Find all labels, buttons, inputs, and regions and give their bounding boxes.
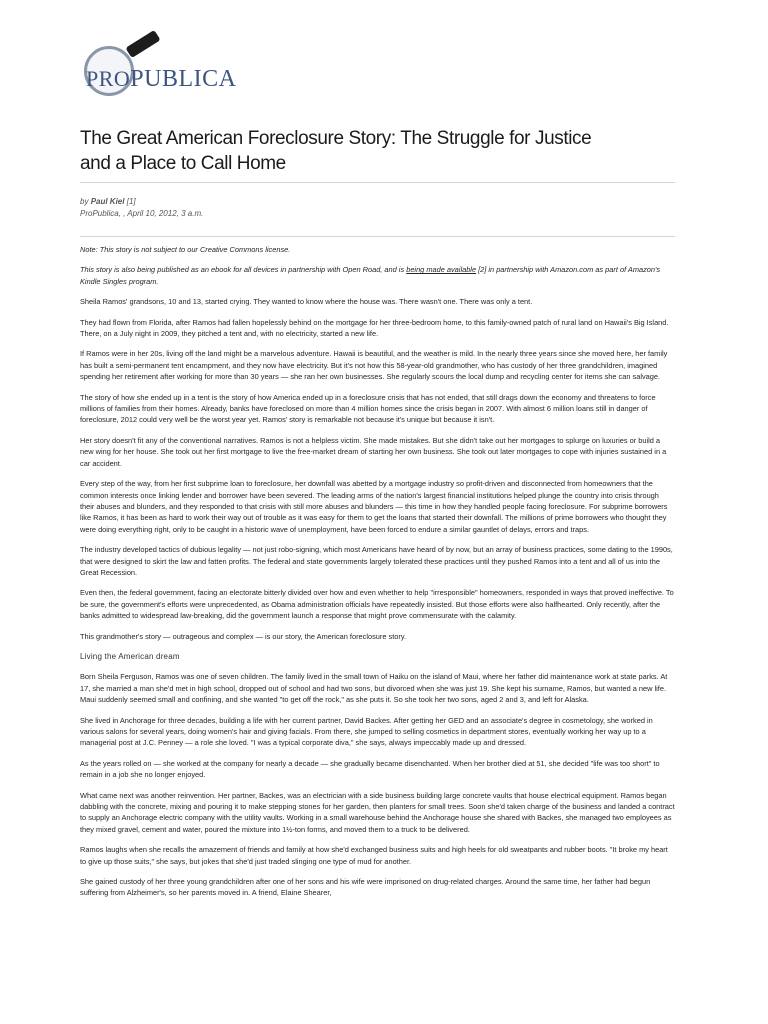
paragraph-group-2 bbox=[80, 671, 675, 899]
article-body bbox=[80, 244, 675, 908]
article-paragraph: She gained custody of her three young grandchildren after one of her sons and his wife were imprisoned on drug-related charges. Around the same time, her father had begun suffering from Alzheimer's, so her parents moved in. A friend, Elaine Shearer, bbox=[80, 877, 651, 898]
propublica-logo[interactable] bbox=[80, 36, 240, 106]
byline: by Paul Kiel [1] ProPublica, , April 10, 2012, 3 a.m. bbox=[80, 197, 204, 218]
article-paragraph: This grandmother's story — outrageous and complex — is our story, the American foreclosure story. bbox=[80, 631, 407, 641]
license-note: Note: This story is not subject to our Creative Commons license. bbox=[80, 245, 291, 254]
article-paragraph: What came next was another reinvention. Her partner, Backes, was an electrician with a side business building large concrete vaults that house electrical equipment. Ramos began dabbling with the concrete, mixing and pouring it to make stepping stones for her garden, then planters for small trees. Soon she'd taken charge of the business and landed a contract to supply an Anchorage electric company with the utility vaults. Working in a small warehouse behind the Anchorage house she shared with Backes, she managed two employees as they mixed gravel, cement and water, poured the mixture into 1½-ton forms, and moved them to a truck to be delivered. bbox=[80, 790, 675, 834]
article-paragraph: She lived in Anchorage for three decades, building a life with her current partner, David Backes. After getting her GED and an associate's degree in cosmetology, she worked in various salons for several years, doing women's hair and giving facials. From there, she jumped to selling cosmetics in department stores, eventually working her way up to a managerial post at J.C. Penney — a role she loved. "I was a typical corporate diva," she says, always impeccably made up and dressed. bbox=[80, 715, 653, 748]
article-paragraph: Her story doesn't fit any of the conventional narratives. Ramos is not a helpless victim. She made mistakes. But she didn't take out her mortgages to splurge on luxuries or build a new wing for her house. She took out her first mortgage to live the free-market dream of starting her own business. She took out later mortgages to cope with injuries sustained in a car accident. bbox=[80, 435, 667, 468]
source-date: ProPublica, , April 10, 2012, 3 a.m. bbox=[80, 209, 204, 218]
article-paragraph: The story of how she ended up in a tent is the story of how America ended up in a foreclosure crisis that has not ended, that still drags down the economy and threatens to force millions of families from their homes. Already, banks have foreclosed on more than 4 million homes since the crisis began in 2007. With almost 6 million loans still in danger of foreclosure, 2012 could very well be the worst year yet. Ramos' story is remarkable not because it's unique but because it isn't. bbox=[80, 392, 656, 425]
article-paragraph: Born Sheila Ferguson, Ramos was one of seven children. The family lived in the small town of Haiku on the island of Maui, where her father did maintenance work at state parks. At 17, she married a man she'd met in high school, dropped out of school and had two sons, but divorced when she was just 19. She kept his surname, Ramos, but wanted a new life. Maui suddenly seemed small and confining, and she wanted "to get off the rock," as she puts it. So she took her two sons, aged 2 and 3, and left for Alaska. bbox=[80, 672, 668, 705]
magnifier-handle-icon bbox=[125, 30, 160, 58]
ebook-link[interactable]: being made available bbox=[406, 265, 477, 275]
article-paragraph: Sheila Ramos' grandsons, 10 and 13, started crying. They wanted to know where the house was. There wasn't one. There was only a tent. bbox=[80, 297, 533, 307]
ebook-note: This story is also being published as an ebook for all devices in partnership with Open Road, and is being made available [2] in partnership with Amazon.com as part of Amazon's Kindle Singles program. bbox=[80, 265, 661, 286]
author-link[interactable]: Paul Kiel bbox=[90, 197, 125, 206]
article-paragraph: If Ramos were in her 20s, living off the land might be a marvelous adventure. Hawaii is beautiful, and the weather is mild. In the nearly three years since she moved here, her family has built a semi-permanent tent encampment, and they now have electricity. But it's not how this 58-year-old grandmother, who has custody of her three grandchildren, imagined spending her retirement after working for more than 30 years — she ran her own businesses. She regularly scours the local dump and recycling center for items she can salvage. bbox=[80, 349, 668, 382]
title-divider bbox=[80, 182, 675, 183]
article-paragraph: They had flown from Florida, after Ramos had fallen hopelessly behind on the mortgage for her three-bedroom home, to this family-owned patch of rural land on Hawaii's Big Island. There, on a July night in 2009, they pitched a tent and, with no electricity, started a new life. bbox=[80, 317, 669, 339]
article-paragraph: Even then, the federal government, facing an electorate bitterly divided over how and even whether to help "irresponsible" homeowners, responded in ways that proved ineffective. To be sure, the government's efforts were unprecedented, as Obama administration officials have repeatedly insisted. But those efforts were also halfhearted. Only recently, after the banks admitted to widespread law-breaking, did the government launch a response that might prove commensurate with the calamity. bbox=[80, 588, 674, 621]
logo-wordmark: PROPUBLICA bbox=[86, 66, 237, 92]
article-paragraph: Every step of the way, from her first subprime loan to foreclosure, her downfall was abetted by a mortgage industry so profit-driven and disconnected from homeowners that the common interests once linking lender and borrower have been severed. The leading arms of the nation's largest financial institutions helped plunge the country into crisis through their abuses and blunders, and they responded to that crisis with still more abuses and blunders — this time in how they handled people facing foreclosure. For subprime borrowers like Ramos, it has been as hard to work their way out of trouble as it was easy for them to get the loans that started their downfall. The millions of prime borrowers who thought they were doing everything right, only to be caught in a historic wave of unemployment, have been forced to endure a similar gauntlet of delays, errors and traps. bbox=[80, 479, 668, 534]
article-paragraph: As the years rolled on — she worked at the company for nearly a decade — she gradually became disenchanted. When her brother died at 51, she decided "life was too short" to remain in a job she no longer enjoyed. bbox=[80, 758, 660, 780]
article-paragraph: The industry developed tactics of dubious legality — not just robo-signing, which most Americans have heard of by now, but an array of business practices, some dating to the 1990s, that were designed to skirt the law and fatten profits. The federal and state governments largely tolerated these practices until they pushed Ramos into a tent and all of us into the Great Recession. bbox=[80, 545, 673, 577]
article-title: The Great American Foreclosure Story: The Struggle for Justice and a Place to Call Home bbox=[80, 128, 592, 174]
byline-divider bbox=[80, 236, 675, 237]
section-heading: Living the American dream bbox=[80, 651, 180, 661]
article-paragraph: Ramos laughs when she recalls the amazement of friends and family at how she'd exchanged business suits and high heels for old sweatpants and rubber boots. "It broke my heart to give up those suits," she says, but jokes that she'd just traded slinging one type of mud for another. bbox=[80, 845, 668, 866]
paragraph-group-1 bbox=[80, 296, 675, 642]
